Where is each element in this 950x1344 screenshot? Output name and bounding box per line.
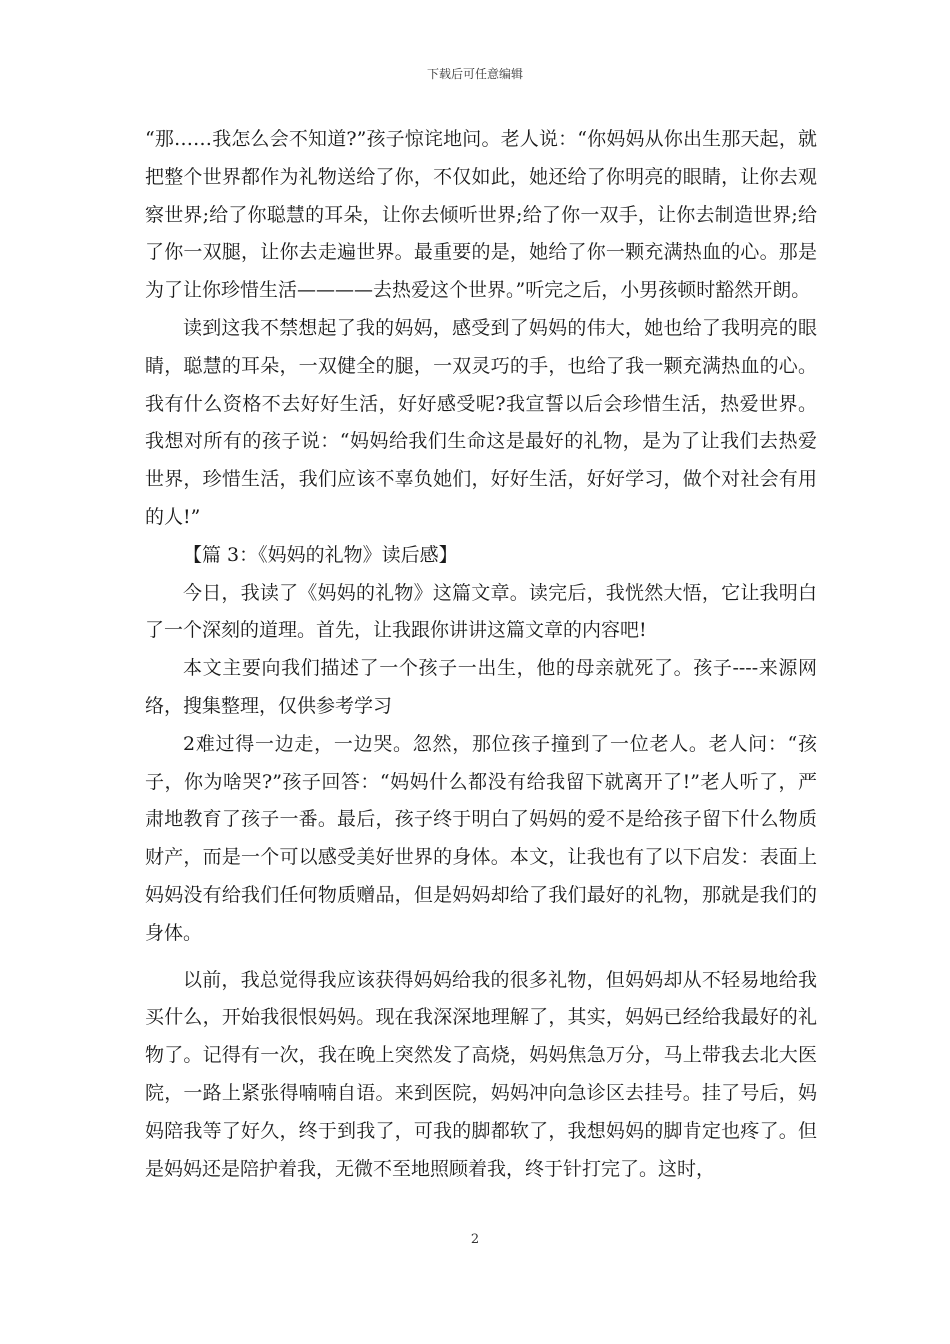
paragraph-3: 今日，我读了《妈妈的礼物》这篇文章。读完后，我恍然大悟，它让我明白了一个深刻的道理。首先，让我跟你讲讲这篇文章的内容吧!	[145, 581, 817, 642]
page-number: 2	[470, 1232, 480, 1247]
paragraph-2: 读到这我不禁想起了我的妈妈，感受到了妈妈的伟大，她也给了我明亮的眼睛，聪慧的耳朵，一双健全的腿，一双灵巧的手，也给了我一颗充满热血的心。我有什么资格不去好好生活，好好感受呢?我宣誓以后会珍惜生活，热爱世界。我想对所有的孩子说：“妈妈给我们生命这是最好的礼物，是为了让我们去热爱世界，珍惜生活，我们应该不辜负她们，好好生活，好好学习，做个对社会有用的人!”	[145, 316, 817, 528]
paragraph-6: 以前，我总觉得我应该获得妈妈给我的很多礼物，但妈妈却从不轻易地给我买什么，开始我很恨妈妈。现在我深深地理解了，其实，妈妈已经给我最好的礼物了。记得有一次，我在晚上突然发了高烧，妈妈焦急万分，马上带我去北大医院，一路上紧张得喃喃自语。来到医院，妈妈冲向急诊区去挂号。挂了号后，妈妈陪我等了好久，终于到我了，可我的脚都软了，我想妈妈的脚肯定也疼了。但是妈妈还是陪护着我，无微不至地照顾着我，终于针打完了。这时，	[145, 968, 817, 1180]
paragraph-5: 2难过得一边走，一边哭。忽然，那位孩子撞到了一位老人。老人问：“孩子，你为啥哭?”孩子回答：“妈妈什么都没有给我留下就离开了!”老人听了，严肃地教育了孩子一番。最后，孩子终于明白了妈妈的爱不是给孩子留下什么物质财产，而是一个可以感受美好世界的身体。本文，让我也有了以下启发：表面上妈妈没有给我们任何物质赠品，但是妈妈却给了我们最好的礼物，那就是我们的身体。	[145, 732, 817, 944]
document-body	[145, 121, 817, 1188]
paragraph-4: 本文主要向我们描述了一个孩子一出生，他的母亲就死了。孩子----来源网络，搜集整理，仅供参考学习	[145, 657, 817, 717]
section-heading: 【篇 3：《妈妈的礼物》读后感】	[183, 543, 458, 566]
paragraph-1: “那……我怎么会不知道?”孩子惊诧地问。老人说：“你妈妈从你出生那天起，就把整个世界都作为礼物送给了你，不仅如此，她还给了你明亮的眼睛，让你去观察世界;给了你聪慧的耳朵，让你去倾听世界;给了你一双手，让你去制造世界;给了你一双腿，让你去走遍世界。最重要的是，她给了你一颗充满热血的心。那是为了让你珍惜生活————去热爱这个世界。”听完之后，小男孩顿时豁然开朗。	[145, 128, 817, 302]
page-header: 下载后可任意编辑	[426, 67, 523, 81]
